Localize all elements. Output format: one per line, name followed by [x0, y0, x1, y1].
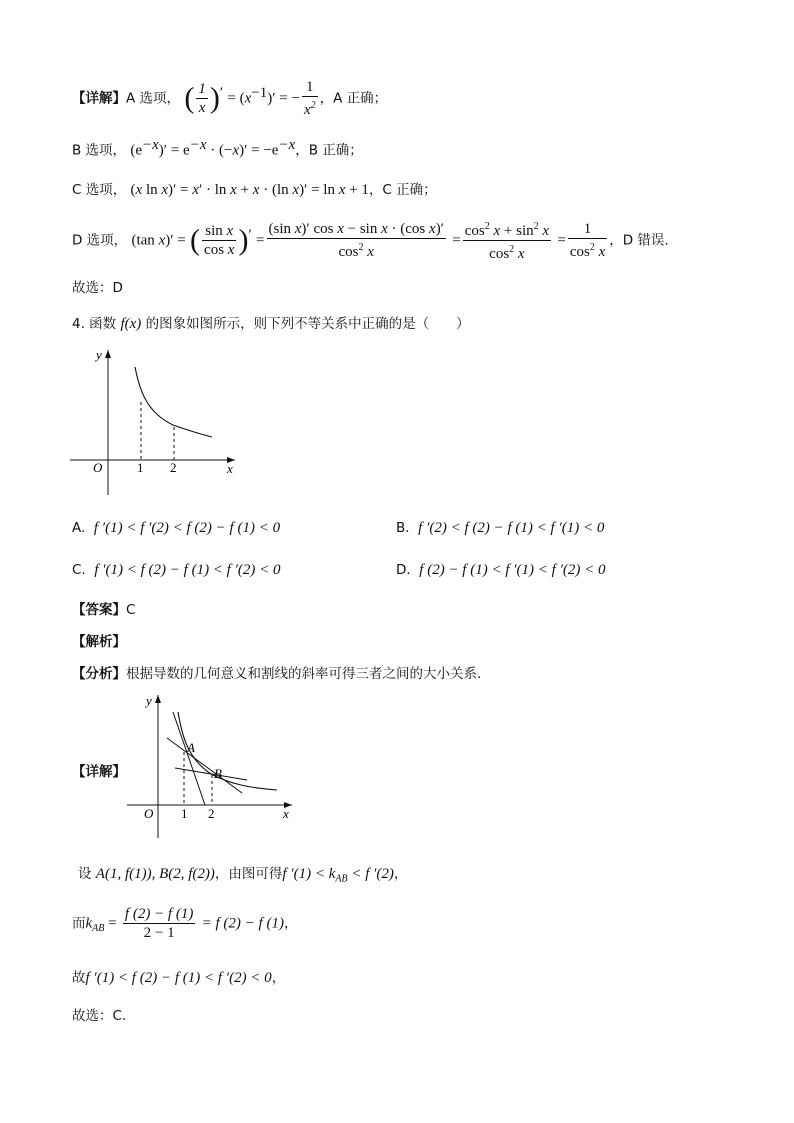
detail2-label: 【详解】 [72, 764, 126, 780]
tangent-graph [125, 690, 300, 840]
x-axis-label: x [283, 806, 289, 821]
detail-option-b: B 选项， $(e^{-x})' = e^{-x} \cdot (-x)' = -e^{-x}$，B 正确； [72, 137, 363, 159]
x-axis-label: x [227, 461, 233, 476]
detail-conclusion: 故选：D [72, 280, 123, 296]
y-axis-label: y [96, 347, 102, 362]
question-stem: 4. 函数 f(x) 的图象如图所示，则下列不等关系中正确的是（ ） [72, 316, 470, 332]
y-axis-label: y [146, 693, 152, 708]
tick-1: 1 [137, 460, 144, 475]
tick-1: 1 [181, 806, 188, 821]
final-answer: 故选：C. [72, 1008, 127, 1024]
origin-label: O [144, 806, 154, 821]
point-b-label: B [214, 766, 222, 781]
detail-option-a: 【详解】A 选项， ( $\frac{1}{x}$ )$' = (x^{-1})'$ = − $\frac{1}{x^2}$ ，A 正确； [72, 79, 388, 118]
tick-2: 2 [170, 460, 177, 475]
answer: 【答案】C [72, 602, 136, 618]
analysis-label: 【解析】 [72, 634, 126, 650]
point-a-label: A [187, 740, 195, 755]
solution-line-1: 设 A(1, f(1)), B(2, f(2))，由图可得f $'(1) < k_{AB} < f$ ′(2)， [78, 866, 408, 885]
option-a: A. f ′(1) < f ′(2) < f (2) − f (1) < 0 [72, 520, 281, 536]
function-graph [70, 345, 245, 500]
origin-label: O [93, 460, 103, 475]
tick-2: 2 [208, 806, 215, 821]
option-d: D. f (2) − f (1) < f ′(1) < f ′(2) < 0 [396, 562, 606, 578]
fenxi: 【分析】根据导数的几何意义和割线的斜率可得三者之间的大小关系. [72, 666, 482, 682]
solution-line-2: 而$k_{AB}$ = $\frac{f (2) - f (1)}{2 - 1}$ = f (2) − f (1)， [72, 906, 298, 941]
option-b: B. f ′(2) < f (2) − f (1) < f ′(1) < 0 [396, 520, 605, 536]
detail-label: 【详解】 [72, 90, 126, 107]
solution-line-3: 故f ′(1) < f (2) − f (1) < f ′(2) < 0， [72, 970, 286, 986]
detail-option-d: D 选项， (tan x)′ = ( $\frac{\text{sin x}}{\text{cos x}}$ )′ = $\frac{\text{(sin x)′ cos x − sin x · (cos x)′}}{\cos^2 x}$ = $\frac{\cos^2 x + \sin^2 x}{\cos^2 x}$ = $\frac{1}{\cos^2 x}$ ，D 错误. [72, 218, 669, 263]
detail-option-c: C 选项， (x ln x)′ = x′ · ln x + x · (ln x)′ = ln x + 1，C 正确； [72, 182, 437, 198]
option-c: C. f ′(1) < f (2) − f (1) < f ′(2) < 0 [72, 562, 281, 578]
